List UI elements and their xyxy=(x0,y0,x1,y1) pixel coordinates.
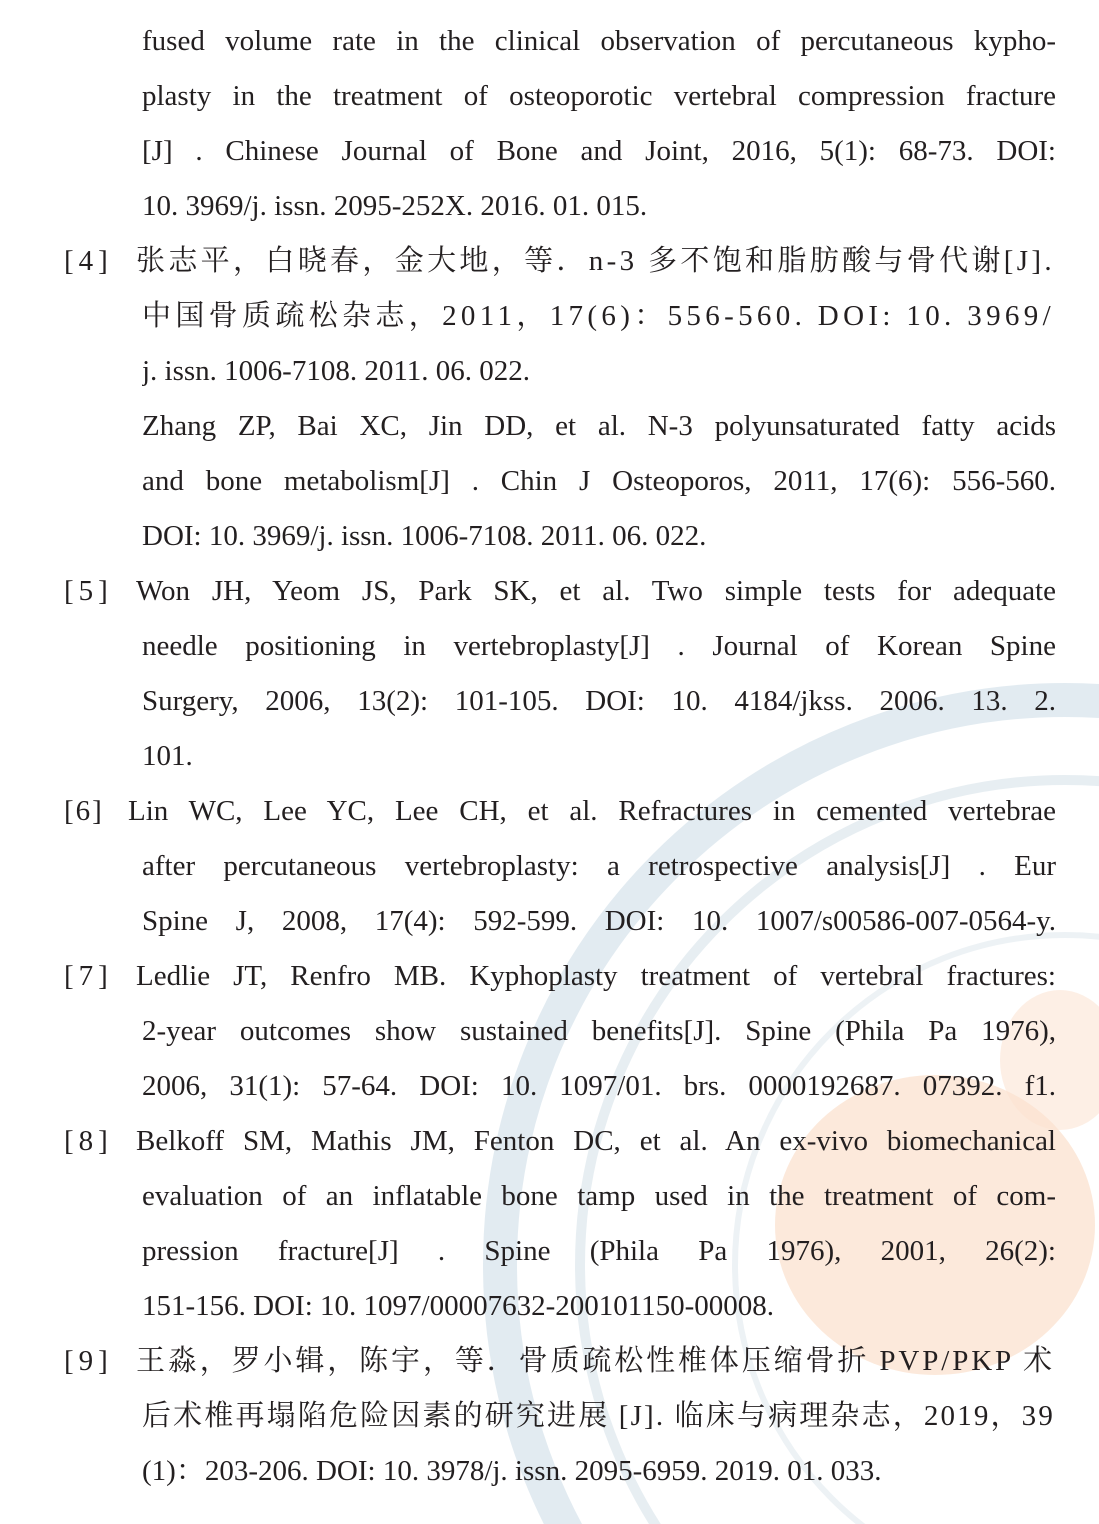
reference-line: 后术椎再塌陷危险因素的研究进展 [J]. 临床与病理杂志，2019，39 xyxy=(142,1400,1055,1432)
reference-line: Zhang ZP, Bai XC, Jin DD, et al. N-3 polyunsaturated fatty acids xyxy=(142,410,1056,442)
reference-entry xyxy=(0,784,1099,949)
reference-number: [6] xyxy=(64,795,104,827)
reference-line: 2-year outcomes show sustained benefits[J]. Spine (Phila Pa 1976), xyxy=(142,1015,1056,1047)
reference-number: [9] xyxy=(64,1345,113,1377)
reference-entry xyxy=(0,1114,1099,1334)
reference-entry xyxy=(0,234,1099,564)
reference-line: [6] Lin WC, Lee YC, Lee CH, et al. Refractures in cemented vertebrae xyxy=(0,784,1099,839)
reference-entry xyxy=(0,1334,1099,1499)
reference-line: 中国骨质疏松杂志，2011，17(6)：556-560. DOI: 10. 3969/ xyxy=(142,300,1055,332)
reference-line: Spine J, 2008, 17(4): 592-599. DOI: 10. 1007/s00586-007-0564-y. xyxy=(142,905,1056,937)
reference-number: [4] xyxy=(64,245,113,277)
reference-line: fused volume rate in the clinical observation of percutaneous kypho- xyxy=(142,25,1056,57)
reference-line: needle positioning in vertebroplasty[J] . Journal of Korean Spine xyxy=(142,630,1056,662)
reference-entry xyxy=(0,564,1099,784)
reference-line: plasty in the treatment of osteoporotic vertebral compression fracture xyxy=(142,80,1056,112)
reference-line: Surgery, 2006, 13(2): 101-105. DOI: 10. 4184/jkss. 2006. 13. 2. xyxy=(142,685,1056,717)
reference-line: 101. xyxy=(142,740,193,772)
reference-line: and bone metabolism[J] . Chin J Osteoporos, 2011, 17(6): 556-560. xyxy=(142,465,1056,497)
reference-number: [7] xyxy=(64,960,113,992)
reference-line: evaluation of an inflatable bone tamp used in the treatment of com- xyxy=(142,1180,1056,1212)
reference-list xyxy=(0,14,1099,1499)
reference-line: DOI: 10. 3969/j. issn. 1006-7108. 2011. 06. 022. xyxy=(142,520,707,552)
reference-line: [5] Won JH, Yeom JS, Park SK, et al. Two simple tests for adequate xyxy=(0,564,1099,619)
reference-number: [8] xyxy=(64,1125,113,1157)
reference-line: after percutaneous vertebroplasty: a retrospective analysis[J] . Eur xyxy=(142,850,1056,882)
reference-number: [5] xyxy=(64,575,113,607)
reference-line: j. issn. 1006-7108. 2011. 06. 022. xyxy=(142,355,531,387)
reference-line: [4] 张志平，白晓春，金大地，等．n-3 多不饱和脂肪酸与骨代谢[J]. xyxy=(0,234,1099,289)
reference-entry-continued xyxy=(0,14,1099,234)
reference-line: 10. 3969/j. issn. 2095-252X. 2016. 01. 015. xyxy=(142,190,648,222)
reference-line: pression fracture[J] . Spine (Phila Pa 1976), 2001, 26(2): xyxy=(142,1235,1056,1267)
reference-line: 151-156. DOI: 10. 1097/00007632-200101150-00008. xyxy=(142,1290,775,1322)
reference-line: [J] . Chinese Journal of Bone and Joint, 2016, 5(1): 68-73. DOI: xyxy=(142,135,1056,167)
reference-line: (1)：203-206. DOI: 10. 3978/j. issn. 2095-6959. 2019. 01. 033. xyxy=(142,1455,882,1487)
reference-line: 2006, 31(1): 57-64. DOI: 10. 1097/01. brs. 0000192687. 07392. f1. xyxy=(142,1070,1056,1102)
reference-line: [7] Ledlie JT, Renfro MB. Kyphoplasty treatment of vertebral fractures: xyxy=(0,949,1099,1004)
reference-line: [8] Belkoff SM, Mathis JM, Fenton DC, et al. An ex-vivo biomechanical xyxy=(0,1114,1099,1169)
reference-entry xyxy=(0,949,1099,1114)
reference-line: [9] 王淼，罗小辑，陈宇，等．骨质疏松性椎体压缩骨折 PVP/PKP 术 xyxy=(0,1334,1099,1389)
